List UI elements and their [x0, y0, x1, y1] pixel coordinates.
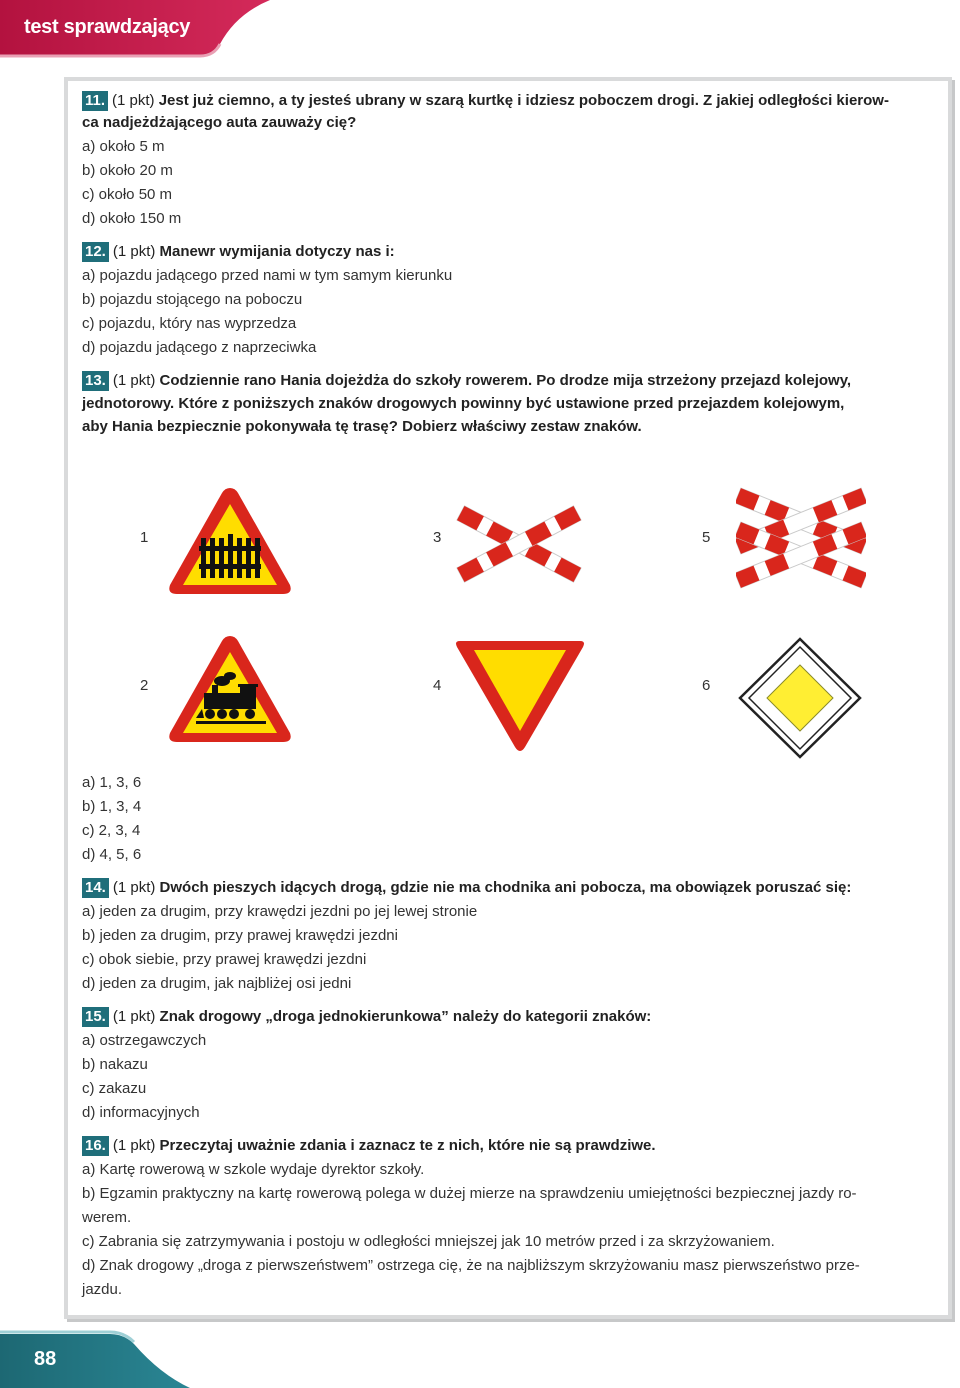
header-title: test sprawdzający	[24, 16, 191, 38]
question-15-points: (1 pkt)	[112, 1008, 156, 1025]
sign-label-4: 4	[433, 677, 442, 694]
sign-label-5: 5	[702, 529, 711, 546]
question-16-option-b: b) Egzamin praktyczny na kartę rowerową polega w dużej mierze na sprawdzeniu umiejętności bezpiecznej jazdy ro-	[82, 1185, 857, 1202]
question-12-text-1: Manewr wymijania dotyczy nas i:	[159, 243, 395, 260]
question-12-points: (1 pkt)	[112, 243, 156, 260]
question-14-text-1: Dwóch pieszych idących drogą, gdzie nie ma chodnika ani pobocza, ma obowiązek poruszać się:	[159, 879, 852, 896]
sign-label-6: 6	[702, 677, 711, 694]
question-12-number: 12.	[82, 242, 109, 262]
question-14-option-c: c) obok siebie, przy prawej krawędzi jezdni	[82, 951, 367, 968]
footer-tab-shape	[0, 1330, 190, 1388]
question-13-option-b: b) 1, 3, 4	[82, 798, 142, 815]
question-11-points: (1 pkt)	[112, 92, 155, 109]
priority-road-sign-icon	[736, 637, 864, 759]
sign-label-3: 3	[433, 529, 442, 546]
question-14-line-1	[82, 878, 851, 898]
question-16-line-1	[82, 1136, 656, 1156]
question-16-text-1: Przeczytaj uważnie zdania i zaznacz te z nich, które nie są prawdziwe.	[159, 1137, 656, 1154]
question-11-text-2: ca nadjeżdżającego auta zauważy cię?	[82, 114, 357, 131]
question-13-text-3: aby Hania bezpiecznie pokonywała tę trasę? Dobierz właściwy zestaw znaków.	[82, 418, 642, 435]
question-15-number: 15.	[82, 1007, 109, 1027]
question-15-line-1	[82, 1007, 651, 1027]
page-number: 88	[34, 1348, 57, 1370]
question-13-number: 13.	[82, 371, 109, 391]
question-14-points: (1 pkt)	[112, 879, 156, 896]
question-11-option-b: b) około 20 m	[82, 162, 173, 179]
question-15-text-1: Znak drogowy „droga jednokierunkowa” należy do kategorii znaków:	[159, 1008, 652, 1025]
question-13-option-a: a) 1, 3, 6	[82, 774, 142, 791]
question-11-line-1	[82, 91, 889, 111]
question-12-option-d: d) pojazdu jadącego z naprzeciwka	[82, 339, 317, 356]
question-16-option-d: d) Znak drogowy „droga z pierwszeństwem” ostrzega cię, że na najbliższym skrzyżowaniu masz pierwszeństwo prze-	[82, 1257, 860, 1274]
question-12-option-b: b) pojazdu stojącego na poboczu	[82, 291, 303, 308]
test-frame	[64, 77, 952, 1319]
question-11-option-a: a) około 5 m	[82, 138, 165, 155]
sign-label-1: 1	[140, 529, 149, 546]
question-11-option-c: c) około 50 m	[82, 186, 173, 203]
double-track-crossing-sign-icon	[736, 486, 866, 590]
question-16-option-c: c) Zabrania się zatrzymywania i postoju w odległości mniejszej jak 10 metrów przed i za skrzyżowaniem.	[82, 1233, 775, 1250]
question-11-option-d: d) około 150 m	[82, 210, 182, 227]
single-track-crossing-sign-icon	[454, 504, 584, 584]
sign-label-2: 2	[140, 677, 149, 694]
question-12-line-1	[82, 242, 395, 262]
question-11-text-1: Jest już ciemno, a ty jesteś ubrany w szarą kurtkę i idziesz poboczem drogi. Z jakiej odległości kierow-	[158, 92, 889, 109]
question-15-option-b: b) nakazu	[82, 1056, 148, 1073]
footer-tab	[0, 1330, 190, 1388]
question-13-option-c: c) 2, 3, 4	[82, 822, 141, 839]
question-16-points: (1 pkt)	[112, 1137, 156, 1154]
question-13-text-2: jednotorowy. Które z poniższych znaków drogowych powinny być ustawione przed przejazdem kolejowym,	[82, 395, 845, 412]
yield-sign-icon	[454, 637, 586, 755]
question-15-option-c: c) zakazu	[82, 1080, 147, 1097]
question-11-number: 11.	[82, 91, 108, 111]
question-13-line-1	[82, 371, 851, 391]
question-14-option-d: d) jeden za drugim, jak najbliżej osi jedni	[82, 975, 352, 992]
question-14-option-a: a) jeden za drugim, przy krawędzi jezdni po jej lewej stronie	[82, 903, 478, 920]
question-16-number: 16.	[82, 1136, 109, 1156]
question-12-option-a: a) pojazdu jadącego przed nami w tym samym kierunku	[82, 267, 453, 284]
question-14-number: 14.	[82, 878, 109, 898]
question-14-option-b: b) jeden za drugim, przy prawej krawędzi jezdni	[82, 927, 398, 944]
question-12-option-c: c) pojazdu, który nas wyprzedza	[82, 315, 297, 332]
question-13-option-d: d) 4, 5, 6	[82, 846, 142, 863]
question-15-option-a: a) ostrzegawczych	[82, 1032, 207, 1049]
question-16-option-a: a) Kartę rowerową w szkole wydaje dyrektor szkoły.	[82, 1161, 425, 1178]
train-warning-sign-icon	[166, 632, 294, 746]
question-13-points: (1 pkt)	[112, 372, 156, 389]
fence-warning-sign-icon	[166, 484, 294, 598]
question-13-text-1: Codziennie rano Hania dojeżdża do szkoły rowerem. Po drodze mija strzeżony przejazd kolejowy,	[159, 372, 852, 389]
question-15-option-d: d) informacyjnych	[82, 1104, 200, 1121]
question-16-option-b-cont: werem.	[82, 1209, 132, 1226]
question-16-option-d-cont: jazdu.	[82, 1281, 123, 1298]
